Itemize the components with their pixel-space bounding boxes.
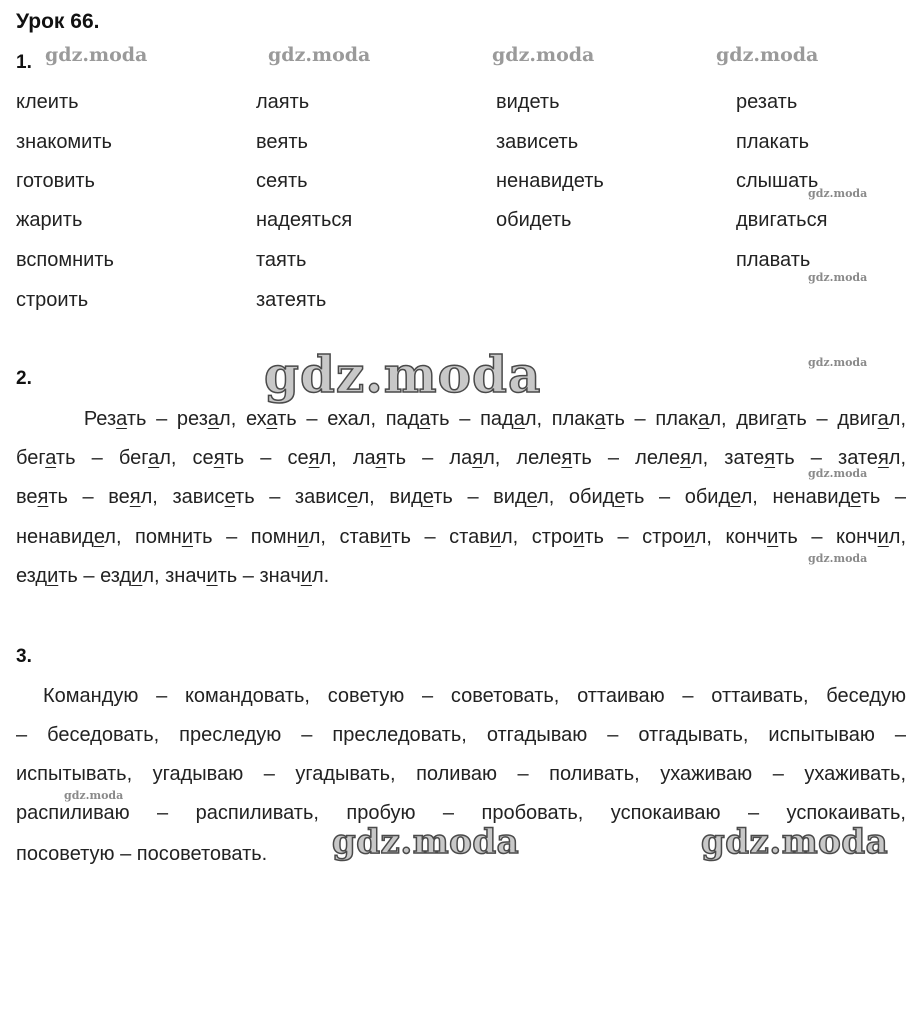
underlined-letter: е [730,486,741,508]
text-line: посоветую – посоветовать. [16,843,268,865]
underlined-letter: и [206,565,218,587]
word-item: надеяться [256,209,353,231]
underlined-letter: е [224,486,236,508]
underlined-letter: я [213,447,225,469]
exercise-3-number: 3. [16,646,32,667]
underlined-letter: я [472,447,484,469]
underlined-letter: и [489,526,501,548]
watermark-logo: gdz.moda [808,187,868,200]
exercise-2-number: 2. [16,368,32,389]
watermark-logo: gdz.moda [332,822,520,862]
word-item: затеять [256,289,327,311]
underlined-letter: е [526,486,538,508]
underlined-letter: и [380,526,392,548]
underlined-letter: и [297,526,309,548]
underlined-letter: и [767,526,779,548]
word-item: знакомить [16,131,112,153]
word-item: двигаться [736,209,828,231]
watermark-logo: gdz.moda [808,271,868,284]
underlined-letter: а [266,408,278,430]
word-item: клеить [16,91,79,113]
underlined-letter: и [131,565,143,587]
underlined-letter: я [37,486,49,508]
underlined-letter: и [573,526,585,548]
underlined-letter: е [93,526,105,548]
underlined-letter: я [308,447,320,469]
word-item: резать [736,91,798,113]
underlined-letter: и [683,526,695,548]
underlined-letter: е [850,486,861,508]
word-item: слышать [736,170,819,192]
underlined-letter: а [45,447,56,469]
text-line: веять – веял, зависеть – зависел, видеть – видел, обидеть – обидел, ненавидеть – [16,486,907,508]
text-line: – беседовать, преследую – преследовать, отгадываю – отгадывать, испытываю – [16,724,906,746]
watermark-logo: gdz.moda [808,552,868,565]
text-line: бегать – бегал, сеять – сеял, лаять – лаял, лелеять – лелеял, затеять – затеял, [16,447,907,469]
underlined-letter: а [877,408,889,430]
underlined-letter: а [116,408,127,430]
text-line: ненавидел, помнить – помнил, ставить – ставил, строить – строил, кончить – кончил, [16,526,907,548]
word-item: ненавидеть [496,170,604,192]
underlined-letter: и [181,526,193,548]
underlined-letter: и [47,565,59,587]
underlined-letter: я [764,447,776,469]
underlined-letter: е [422,486,434,508]
underlined-letter: а [698,408,710,430]
text-line: испытывать, угадываю – угадывать, поливаю – поливать, ухаживаю – ухаживать, [16,763,906,785]
word-item: вспомнить [16,249,114,271]
word-item: жарить [16,209,83,231]
text-line: Резать – резал, ехать – ехал, падать – падал, плакать – плакал, двигать – двигал, [16,408,907,430]
word-item: сеять [256,170,308,192]
watermark-logo: gdz.moda [492,44,595,66]
word-item: веять [256,131,308,153]
watermark-logo: gdz.moda [808,356,868,369]
exercise-1-number: 1. [16,52,32,73]
word-item: таять [256,249,307,271]
word-item: плавать [736,249,811,271]
watermark-logo: gdz.moda [45,44,148,66]
word-item: видеть [496,91,560,113]
underlined-letter: а [207,408,220,430]
text-line: Командую – командовать, советую – советовать, оттаиваю – оттаивать, беседую [43,685,906,707]
underlined-letter: я [680,447,691,469]
watermark-logo: gdz.moda [268,44,371,66]
underlined-letter: я [877,447,889,469]
watermark-logo: gdz.moda [716,44,819,66]
watermark-logo: gdz.moda [64,789,124,802]
word-item: строить [16,289,89,311]
underlined-letter: е [614,486,625,508]
watermark-logo: gdz.moda [701,822,889,862]
underlined-letter: а [148,447,160,469]
underlined-letter: а [419,408,431,430]
watermark-logo: gdz.moda [264,345,542,404]
word-item: зависеть [496,131,579,153]
underlined-letter: я [129,486,141,508]
word-item: плакать [736,131,810,153]
word-item: лаять [256,91,310,113]
underlined-letter: а [594,408,606,430]
underlined-letter: е [347,486,358,508]
text-line: распиливаю – распиливать, пробую – пробовать, успокаиваю – успокаивать, [16,802,906,824]
underlined-letter: а [776,408,788,430]
word-item: готовить [16,170,95,192]
underlined-letter: я [375,447,387,469]
underlined-letter: и [300,565,312,587]
watermark-logo: gdz.moda [808,467,868,480]
word-item: обидеть [496,209,572,231]
lesson-title: Урок 66. [16,10,100,33]
underlined-letter: я [561,447,573,469]
underlined-letter: и [877,526,889,548]
underlined-letter: а [513,408,525,430]
text-line: ездить – ездил, значить – значил. [16,565,330,587]
